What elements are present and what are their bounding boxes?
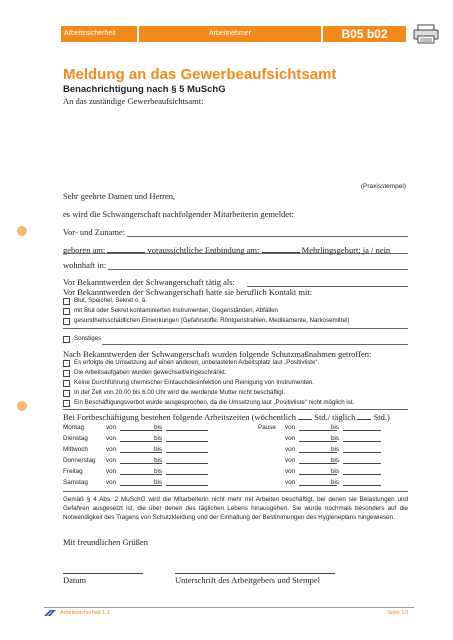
- day-label: Samstag: [63, 479, 88, 486]
- from-label: von: [106, 435, 117, 442]
- residence-label: wohnhaft in:: [63, 260, 107, 270]
- residence-field[interactable]: [108, 269, 408, 270]
- pause-to-field[interactable]: [343, 424, 381, 431]
- working-hours-row: [63, 411, 408, 422]
- footer-left: Arbeitssicherheit 1.1: [60, 610, 110, 616]
- from-label: von: [285, 457, 296, 464]
- date-field[interactable]: [63, 573, 143, 574]
- pause-to-field[interactable]: [343, 479, 381, 486]
- divider: [63, 491, 408, 492]
- from-label: von: [106, 479, 117, 486]
- from-label: von: [285, 479, 296, 486]
- from-label: von: [106, 468, 117, 475]
- contact-option-label: Blut, Speichel, Sekret o. ä.: [74, 297, 147, 304]
- name-field[interactable]: [127, 236, 408, 237]
- to-label: bis: [154, 446, 163, 453]
- punch-hole-bottom: [17, 401, 27, 411]
- page-subtitle: Benachrichtigung nach § 5 MuSchG: [63, 84, 226, 95]
- punch-hole-top: [17, 226, 27, 236]
- from-label: von: [106, 446, 117, 453]
- signature-label: Unterschrift des Arbeitgebers und Stempel: [175, 575, 320, 585]
- from-label: von: [106, 457, 117, 464]
- intro-text: es wird die Schwangerschaft nachfolgender Mitarbeiterin gemeldet:: [63, 209, 294, 219]
- measure-label: Keine Durchführung chemischer Eintauchdesinfektion und Reinigung von Instrumenten.: [74, 379, 315, 386]
- signature-field[interactable]: [175, 573, 335, 574]
- checkbox-measure-disinfection[interactable]: [63, 380, 70, 387]
- date-label: Datum: [63, 575, 87, 585]
- checkbox-contact-other[interactable]: [63, 336, 70, 343]
- divider: [63, 328, 408, 329]
- pause-to-field[interactable]: [343, 468, 381, 475]
- pause-to-field[interactable]: [343, 435, 381, 442]
- from-label: von: [285, 446, 296, 453]
- pause-to-field[interactable]: [343, 446, 381, 453]
- practice-stamp-label: (Praxisstempel): [360, 183, 406, 190]
- checkbox-measure-night[interactable]: [63, 390, 70, 397]
- checkbox-measure-ban[interactable]: [63, 400, 70, 407]
- day-label: Freitag: [63, 468, 83, 475]
- footer-rule: [44, 607, 414, 608]
- pause-to-field[interactable]: [343, 457, 381, 464]
- closing-greeting: Mit freundlichen Grüßen: [63, 537, 148, 547]
- from-label: von: [285, 468, 296, 475]
- daily-hours-field[interactable]: [357, 411, 371, 420]
- header-code: B05 b02: [323, 26, 406, 42]
- publisher-logo-icon: [44, 610, 56, 617]
- schedule-row: [63, 424, 408, 435]
- schedule-row: [63, 446, 408, 457]
- to-field[interactable]: [166, 468, 208, 475]
- from-label: von: [285, 424, 296, 431]
- salutation: Sehr geehrte Damen und Herren,: [63, 191, 176, 201]
- contact-option-label: mit Blut oder Sekret kontaminierten Instrumenten, Gegenständen, Abfällen: [74, 307, 278, 314]
- to-field[interactable]: [166, 457, 208, 464]
- contact-option-label: gesundheitsschädlichen Einwirkungen (Gefahrstoffe, Röntgenstrahlen, Medikamente, Narkosemittel): [74, 317, 350, 324]
- checkbox-measure-tasks[interactable]: [63, 370, 70, 377]
- schedule-table: [63, 424, 408, 490]
- measure-label: Es erfolgte die Umsetzung auf einen anderen, unbelasteten Arbeitsplatz laut „Positivliste“.: [74, 359, 320, 366]
- day-label: Dienstag: [63, 435, 88, 442]
- pause-label: Pause: [258, 424, 276, 431]
- to-label: bis: [154, 468, 163, 475]
- schedule-row: [63, 468, 408, 479]
- to-label: bis: [154, 479, 163, 486]
- to-label: bis: [331, 424, 340, 431]
- weekly-hours-field[interactable]: [298, 411, 312, 420]
- legal-paragraph: Gemäß § 4 Abs. 2 MuSchG wird die Mitarbeiterin nicht mehr mit Arbeiten beschäftigt, bei denen sie Belastungen und Gefahren ausgesetzt ist, die über denen des täglichen Lebens hinausgehen. Sie wurde nochmals besonders auf die Notwendigkeit des Tragens von Schutzkleidung und der Einhaltung der Bestimmungen des Hygieneplans hingewiesen.: [63, 496, 408, 522]
- measure-label: Ein Beschäftigungsverbot wurde ausgesprochen, da die Umsetzung laut „Positivliste“ nicht möglich ist.: [74, 399, 355, 406]
- checkbox-measure-relocation[interactable]: [63, 360, 70, 367]
- activity-label: Vor Bekanntwerden der Schwangerschaft tätig als:: [63, 277, 235, 287]
- to-field[interactable]: [166, 479, 208, 486]
- multiple-label: Mehrlingsgeburt: ja / nein: [301, 245, 391, 255]
- from-label: von: [285, 435, 296, 442]
- daily-unit: Std.): [373, 412, 390, 422]
- address-line: An das zuständige Gewerbeaufsichtsamt:: [63, 96, 204, 106]
- day-label: Donnerstag: [63, 457, 96, 464]
- schedule-row: [63, 479, 408, 490]
- name-label: Vor- und Zuname:: [63, 227, 125, 237]
- other-field[interactable]: [102, 344, 408, 345]
- working-hours-label: Bei Fortbeschäftigung bestehen folgende Arbeitszeiten (wöchentlich: [63, 412, 296, 422]
- weekly-unit: Std./ täglich: [314, 412, 356, 422]
- contact-option-label: Sonstiges: [74, 335, 102, 342]
- measure-label: In der Zeit von 20.00 bis 6.00 Uhr wird die werdende Mutter nicht beschäftigt.: [74, 389, 286, 396]
- day-label: Mittwoch: [63, 446, 88, 453]
- schedule-row: [63, 435, 408, 446]
- printer-icon[interactable]: [413, 24, 439, 44]
- checkbox-contact-instruments[interactable]: [63, 308, 70, 315]
- divider: [63, 409, 408, 410]
- checkbox-contact-hazards[interactable]: [63, 318, 70, 325]
- born-label: geboren am:: [63, 245, 106, 255]
- footer-page: Seite 1/1: [387, 610, 409, 616]
- to-field[interactable]: [166, 424, 208, 431]
- to-label: bis: [331, 468, 340, 475]
- measure-label: Die Arbeitsaufgaben wurden gewechselt/eingeschränkt.: [74, 369, 227, 376]
- contact-label: Vor Bekanntwerden der Schwangerschaft hatte sie beruflich Kontakt mit:: [63, 287, 313, 297]
- from-label: von: [106, 424, 117, 431]
- to-label: bis: [331, 435, 340, 442]
- to-field[interactable]: [166, 435, 208, 442]
- measures-heading: Nach Bekanntwerden der Schwangerschaft wurden folgende Schutzmaßnahmen getroffen:: [63, 349, 372, 359]
- to-label: bis: [154, 424, 163, 431]
- header-section: Arbeitnehmer: [139, 26, 321, 42]
- born-field[interactable]: [107, 244, 145, 253]
- due-label: voraussichtliche Entbindung am:: [147, 245, 260, 255]
- due-field[interactable]: [262, 244, 300, 253]
- header-category: Arbeitssicherheit: [61, 26, 137, 42]
- checkbox-contact-blood[interactable]: [63, 298, 70, 305]
- to-label: bis: [154, 457, 163, 464]
- to-label: bis: [331, 479, 340, 486]
- divider: [63, 253, 408, 254]
- schedule-row: [63, 457, 408, 468]
- to-label: bis: [154, 435, 163, 442]
- to-label: bis: [331, 446, 340, 453]
- to-field[interactable]: [166, 446, 208, 453]
- to-label: bis: [331, 457, 340, 464]
- day-label: Montag: [63, 424, 85, 431]
- page-title: Meldung an das Gewerbeaufsichtsamt: [63, 66, 337, 83]
